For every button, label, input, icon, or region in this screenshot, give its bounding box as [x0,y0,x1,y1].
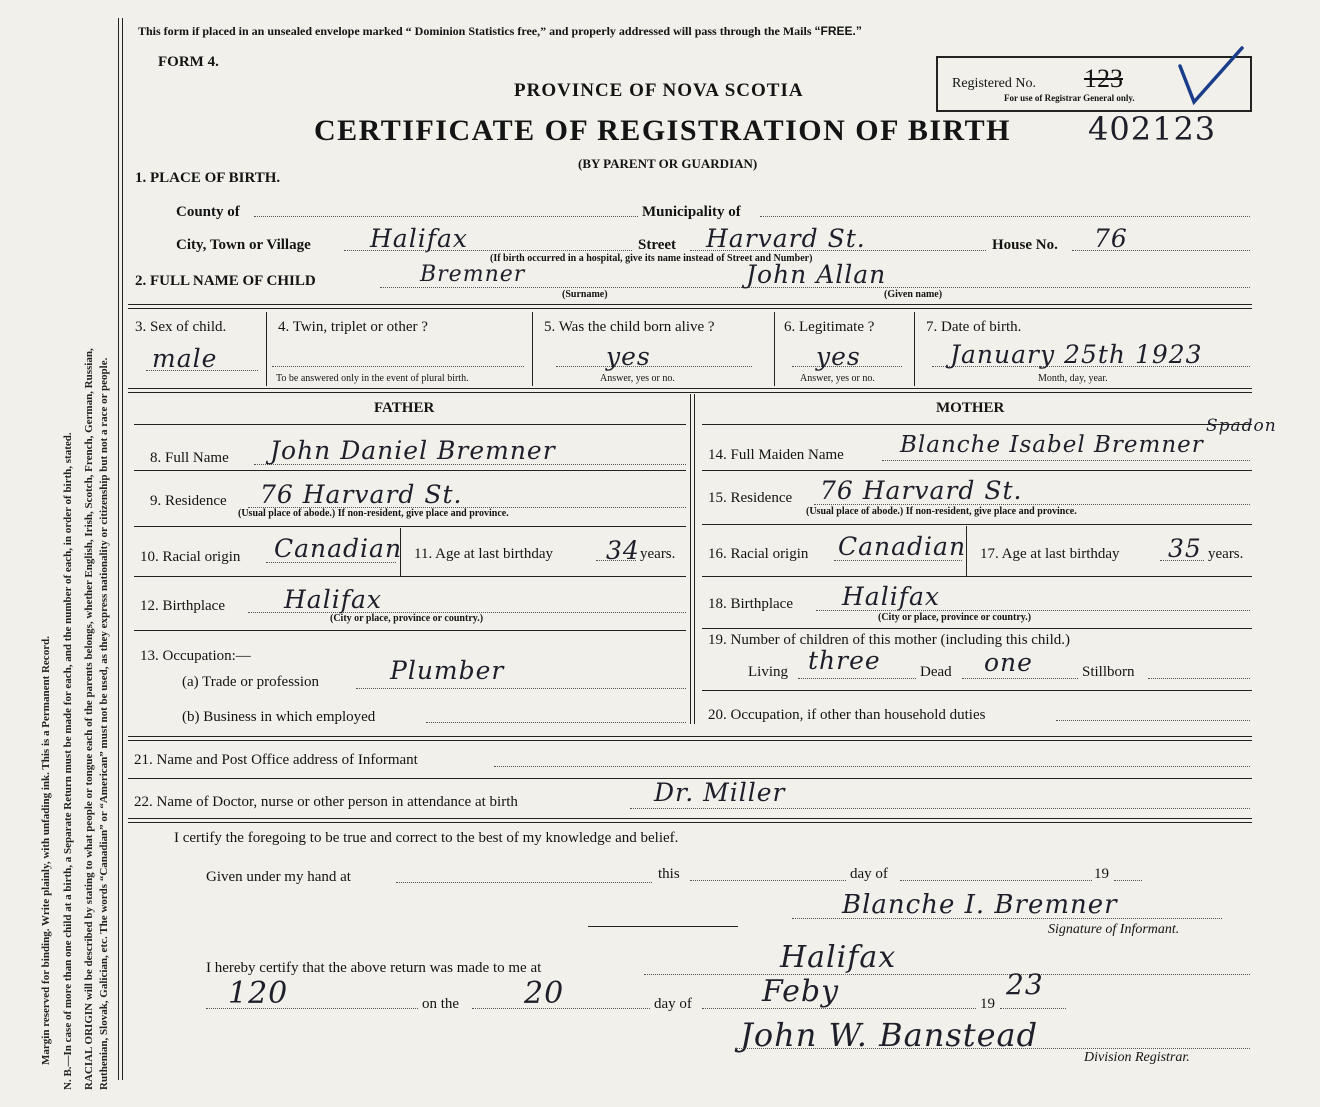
doctor-label: 22. Name of Doctor, nurse or other person in attendance at birth [134,794,518,810]
municipality-label: Municipality of [642,204,741,220]
mother-name-value: Blanche Isabel Bremner [900,432,1204,458]
registrar-place: Halifax [780,940,897,975]
mother-occupation-label: 20. Occupation, if other than household duties [708,707,986,723]
day-of-label: day of [850,866,888,882]
trade-value: Plumber [390,656,505,685]
mother-birthplace-value: Halifax [842,582,940,611]
place-of-birth-heading: 1. PLACE OF BIRTH. [135,170,281,186]
child-surname: Bremner [420,262,526,287]
page-subtitle: (BY PARENT OR GUARDIAN) [578,156,758,171]
business-label: (b) Business in which employed [182,709,376,725]
trade-label: (a) Trade or profession [182,674,320,690]
twin-label: 4. Twin, triplet or other ? [278,319,428,335]
city-label: City, Town or Village [176,237,311,253]
mother-name-correction: Spadon [1206,416,1277,436]
year-prefix: 19 [1094,866,1109,882]
checkmark-icon [1176,44,1248,106]
mother-age-label: 17. Age at last birthday [980,546,1120,562]
on-the-value: 20 [524,976,565,1011]
father-residence-value: 76 Harvard St. [260,480,463,509]
father-race-label: 10. Racial origin [140,549,241,565]
binding-rule [118,18,123,1080]
city-value: Halifax [370,224,468,253]
year-prefix-2: 19 [980,996,995,1012]
legitimate-value: yes [816,342,861,371]
informant-label: 21. Name and Post Office address of Informant [134,752,418,768]
mother-race-label: 16. Racial origin [708,546,809,562]
father-heading: FATHER [374,400,435,416]
father-name-value: John Daniel Bremner [270,436,556,465]
sex-value: male [152,344,218,373]
registrar-signature: John W. Banstead [740,1016,1039,1054]
margin-note-nb: N. B.—In case of more than one child at a birth, a Separate Return must be made for each, and the number of each, in order of birth, stated. [62,432,74,1090]
day-of-label-2: day of [654,996,692,1012]
father-residence-note: (Usual place of abode.) If non-resident, give place and province. [238,508,509,519]
mother-race-value: Canadian [838,532,967,561]
postage-note: This form if placed in an unsealed envelope marked “ Dominion Statistics free,” and properly addressed will pass through the Mails “FREE.” [138,24,862,38]
dob-label: 7. Date of birth. [926,319,1022,335]
living-label: Living [748,664,788,680]
stillborn-label: Stillborn [1082,664,1135,680]
street-value: Harvard St. [706,224,866,253]
county-label: County of [176,204,240,220]
mother-age-unit: years. [1208,546,1244,562]
living-value: three [808,646,881,675]
this-label: this [658,866,680,882]
alive-label: 5. Was the child born alive ? [544,319,715,335]
child-name-label: 2. FULL NAME OF CHILD [135,273,316,289]
dob-note: Month, day, year. [1038,373,1108,384]
father-age-label: 11. Age at last birthday [414,546,553,562]
given-caption: (Given name) [884,289,943,300]
dob-value: January 25th 1923 [950,340,1203,369]
sex-label: 3. Sex of child. [135,319,227,335]
province-heading: PROVINCE OF NOVA SCOTIA [514,80,804,101]
registered-note: For use of Registrar General only. [1004,93,1135,103]
mother-name-label: 14. Full Maiden Name [708,447,844,463]
alive-note: Answer, yes or no. [600,373,675,384]
on-the-label: on the [422,996,460,1012]
doctor-value: Dr. Miller [654,778,786,807]
registered-number: 123 [1084,64,1123,93]
mother-heading: MOTHER [936,400,1005,416]
surname-caption: (Surname) [562,289,608,300]
legitimate-label: 6. Legitimate ? [784,319,875,335]
mother-residence-label: 15. Residence [708,490,793,506]
form-number: FORM 4. [158,54,219,70]
hospital-note: (If birth occurred in a hospital, give its name instead of Street and Number) [490,253,813,264]
mother-residence-note: (Usual place of abode.) If non-resident, give place and province. [806,506,1077,517]
father-occupation-label: 13. Occupation:— [140,648,251,664]
certificate-number: 402123 [1088,110,1217,148]
registered-label: Registered No. [952,76,1036,91]
mother-birthplace-note: (City or place, province or country.) [878,612,1032,623]
month-value: Feby [762,974,840,1009]
mother-age-value: 35 [1168,534,1202,563]
father-birthplace-value: Halifax [284,585,382,614]
registrar-ref: 120 [228,976,289,1011]
father-birthplace-note: (City or place, province or country.) [330,613,484,624]
certify-statement: I certify the foregoing to be true and correct to the best of my knowledge and belief. [174,830,679,846]
given-under-label: Given under my hand at [206,869,351,885]
registrar-caption: Division Registrar. [1084,1050,1190,1065]
father-name-label: 8. Full Name [150,450,229,466]
page-title: CERTIFICATE OF REGISTRATION OF BIRTH [314,114,1011,147]
house-value: 76 [1094,224,1128,253]
father-age-value: 34 [606,536,640,565]
margin-note-binding: Margin reserved for binding. Write plainly, with unfading ink. This is a Permanent Record. [40,636,52,1065]
father-birthplace-label: 12. Birthplace [140,598,225,614]
registrar-certify-label: I hereby certify that the above return was made to me at [206,960,542,976]
house-label: House No. [992,237,1058,253]
dead-value: one [984,648,1033,677]
dead-label: Dead [920,664,952,680]
children-count-label: 19. Number of children of this mother (including this child.) [708,632,1071,648]
father-residence-label: 9. Residence [150,493,227,509]
twin-note: To be answered only in the event of plural birth. [276,373,469,384]
informant-signature-caption: Signature of Informant. [1048,922,1180,937]
father-race-value: Canadian [274,534,403,563]
year-value: 23 [1006,968,1044,1001]
mother-birthplace-label: 18. Birthplace [708,596,793,612]
child-given-name: John Allan [746,260,887,289]
legitimate-note: Answer, yes or no. [800,373,875,384]
street-label: Street [638,237,677,253]
informant-signature: Blanche I. Bremner [842,890,1118,920]
margin-note-racial-cont: Ruthenian, Slovak, Galician, etc. The words “Canadian” or “American” must not be used, as they express nationality or citizenship but not a race or people. [98,357,110,1090]
alive-value: yes [606,342,651,371]
mother-residence-value: 76 Harvard St. [820,476,1023,505]
margin-note-racial: RACIAL ORIGIN will be described by stating to what people or tongue each of the parents belongs, whether English, Irish, Scotch, French, German, Russian, [83,348,95,1090]
father-age-unit: years. [640,546,676,562]
